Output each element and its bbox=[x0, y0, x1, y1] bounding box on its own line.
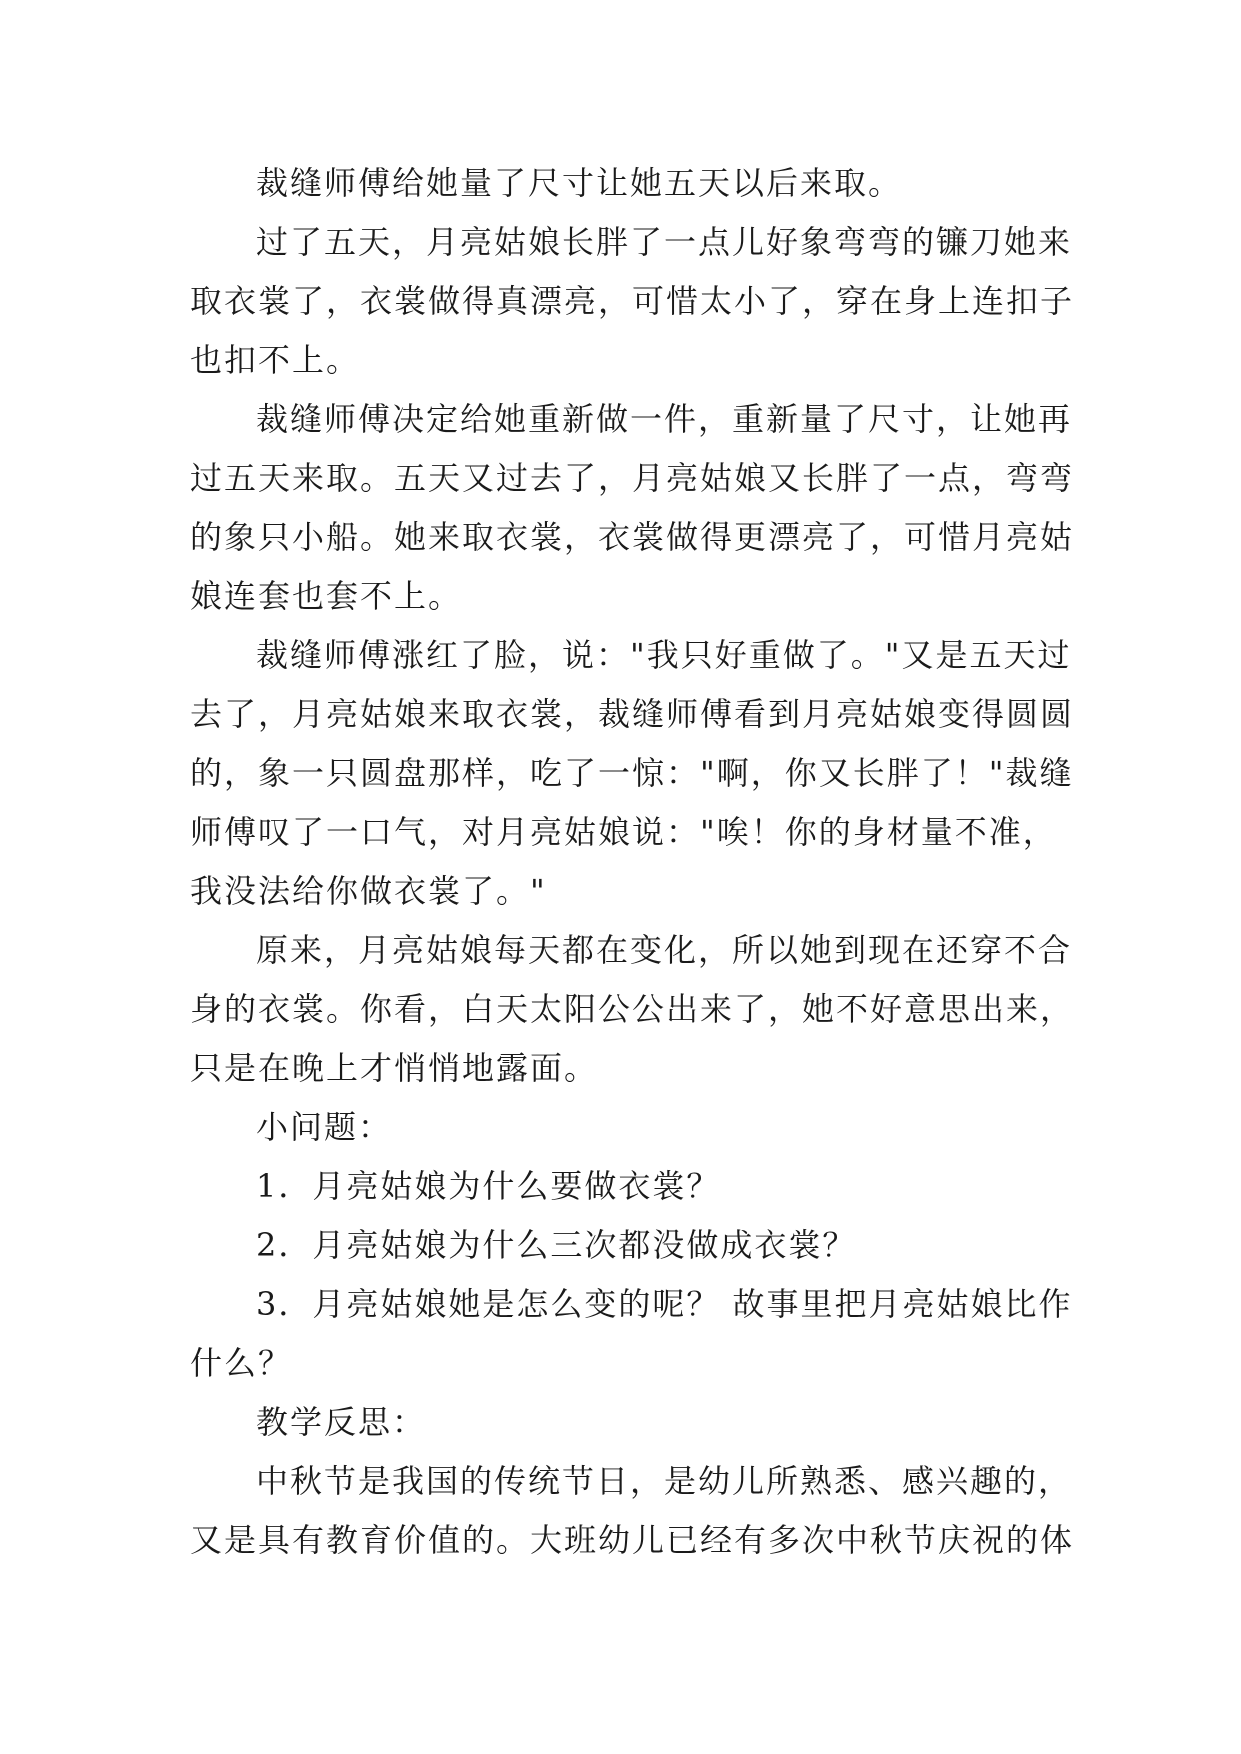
paragraph-line: 过五天来取。五天又过去了，月亮姑娘又长胖了一点，弯弯 bbox=[190, 459, 1075, 497]
question-item: 3．月亮姑娘她是怎么变的呢？ 故事里把月亮姑娘比作 bbox=[256, 1285, 1073, 1323]
section-heading: 教学反思： bbox=[256, 1403, 427, 1441]
paragraph-line: 我没法给你做衣裳了。" bbox=[190, 872, 547, 910]
paragraph-line: 中秋节是我国的传统节日，是幼儿所熟悉、感兴趣的， bbox=[256, 1462, 1073, 1500]
paragraph-line: 原来，月亮姑娘每天都在变化，所以她到现在还穿不合 bbox=[256, 931, 1073, 969]
paragraph-line: 去了，月亮姑娘来取衣裳，裁缝师傅看到月亮姑娘变得圆圆 bbox=[190, 695, 1075, 733]
paragraph-line: 取衣裳了，衣裳做得真漂亮，可惜太小了，穿在身上连扣子 bbox=[190, 282, 1075, 320]
paragraph-line: 师傅叹了一口气，对月亮姑娘说："唉！你的身材量不准， bbox=[190, 813, 1057, 851]
paragraph-line: 裁缝师傅涨红了脸，说："我只好重做了。"又是五天过 bbox=[256, 636, 1072, 674]
paragraph-line: 裁缝师傅给她量了尺寸让她五天以后来取。 bbox=[256, 164, 903, 202]
paragraph-line: 也扣不上。 bbox=[190, 341, 361, 379]
paragraph-line: 娘连套也套不上。 bbox=[190, 577, 463, 615]
question-item: 2．月亮姑娘为什么三次都没做成衣裳？ bbox=[256, 1226, 857, 1264]
paragraph-line: 又是具有教育价值的。大班幼儿已经有多次中秋节庆祝的体 bbox=[190, 1521, 1075, 1559]
paragraph-line: 的，象一只圆盘那样，吃了一惊："啊，你又长胖了！"裁缝 bbox=[190, 754, 1074, 792]
question-item: 1．月亮姑娘为什么要做衣裳？ bbox=[256, 1167, 721, 1205]
paragraph-line: 只是在晚上才悄悄地露面。 bbox=[190, 1049, 599, 1087]
question-item-continuation: 什么？ bbox=[190, 1344, 293, 1382]
paragraph-line: 过了五天，月亮姑娘长胖了一点儿好象弯弯的镰刀她来 bbox=[256, 223, 1073, 261]
paragraph-line: 的象只小船。她来取衣裳，衣裳做得更漂亮了，可惜月亮姑 bbox=[190, 518, 1075, 556]
section-heading: 小问题： bbox=[256, 1108, 393, 1146]
paragraph-line: 身的衣裳。你看，白天太阳公公出来了，她不好意思出来， bbox=[190, 990, 1075, 1028]
paragraph-line: 裁缝师傅决定给她重新做一件，重新量了尺寸，让她再 bbox=[256, 400, 1073, 438]
